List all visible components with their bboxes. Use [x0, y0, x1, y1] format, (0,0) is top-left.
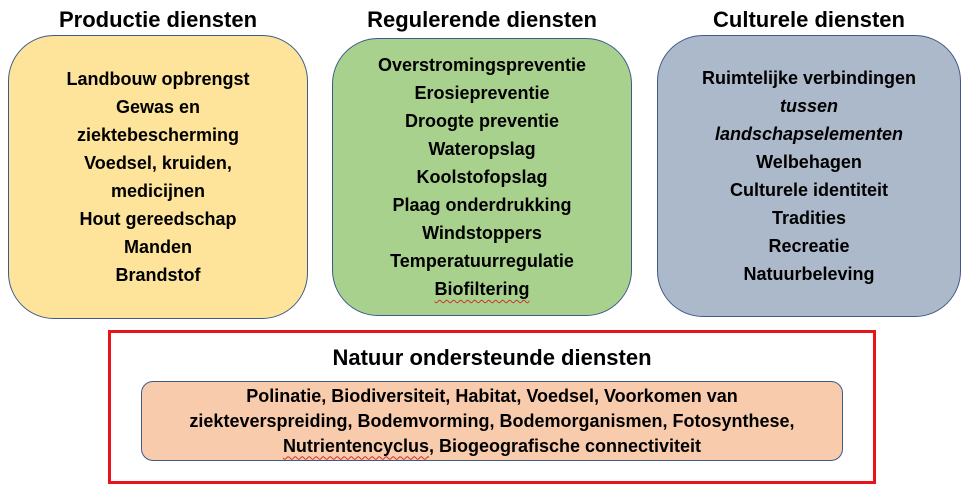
service-item: Recreatie [768, 236, 850, 256]
service-item: Natuurbeleving [743, 264, 875, 284]
service-item: landschapselementen [714, 124, 904, 144]
service-item: Erosiepreventie [414, 83, 550, 103]
service-item: Ruimtelijke verbindingen [701, 68, 917, 88]
regulerend-box [332, 38, 632, 316]
support-line-1: Polinatie, Biodiversiteit, Habitat, Voedsel, Voorkomen van [246, 385, 738, 406]
support-box [141, 381, 843, 461]
service-item: Welbehagen [756, 152, 862, 172]
productie-title: Productie diensten [58, 7, 258, 32]
cultureel-box [657, 35, 961, 317]
service-item: Biofiltering [434, 279, 530, 299]
support-line-3 [283, 434, 701, 459]
service-item: Temperatuurregulatie [390, 251, 574, 271]
service-item: Droogte preventie [404, 111, 560, 131]
service-item: ziektebescherming [76, 125, 240, 145]
support-frame [108, 330, 876, 484]
support-line-3-rest: , Biogeografische connectiviteit [428, 435, 702, 456]
service-item: medicijnen [110, 181, 206, 201]
regulerend-title: Regulerende diensten [367, 7, 597, 32]
service-item: Overstromingspreventie [377, 55, 587, 75]
cultureel-title: Culturele diensten [713, 7, 905, 32]
service-item: Plaag onderdrukking [392, 195, 572, 215]
service-item: Voedsel, kruiden, [84, 153, 232, 173]
service-item: tussen [779, 96, 839, 116]
service-item: Manden [123, 237, 192, 257]
service-item: Hout gereedschap [79, 209, 237, 229]
service-item: Windstoppers [422, 223, 542, 243]
service-item: Koolstofopslag [416, 167, 548, 187]
support-title: Natuur ondersteunde diensten [332, 345, 652, 370]
support-line-2: ziekteverspreiding, Bodemvorming, Bodemorganismen, Fotosynthese, [189, 410, 795, 431]
service-item: Tradities [771, 208, 847, 228]
service-item: Gewas en [115, 97, 201, 117]
service-item: Brandstof [115, 265, 201, 285]
productie-box [8, 35, 308, 319]
support-line-3-term: Nutrientencyclus [282, 435, 429, 456]
service-item: Landbouw opbrengst [66, 69, 250, 89]
service-item: Culturele identiteit [729, 180, 888, 200]
service-item: Wateropslag [428, 139, 536, 159]
